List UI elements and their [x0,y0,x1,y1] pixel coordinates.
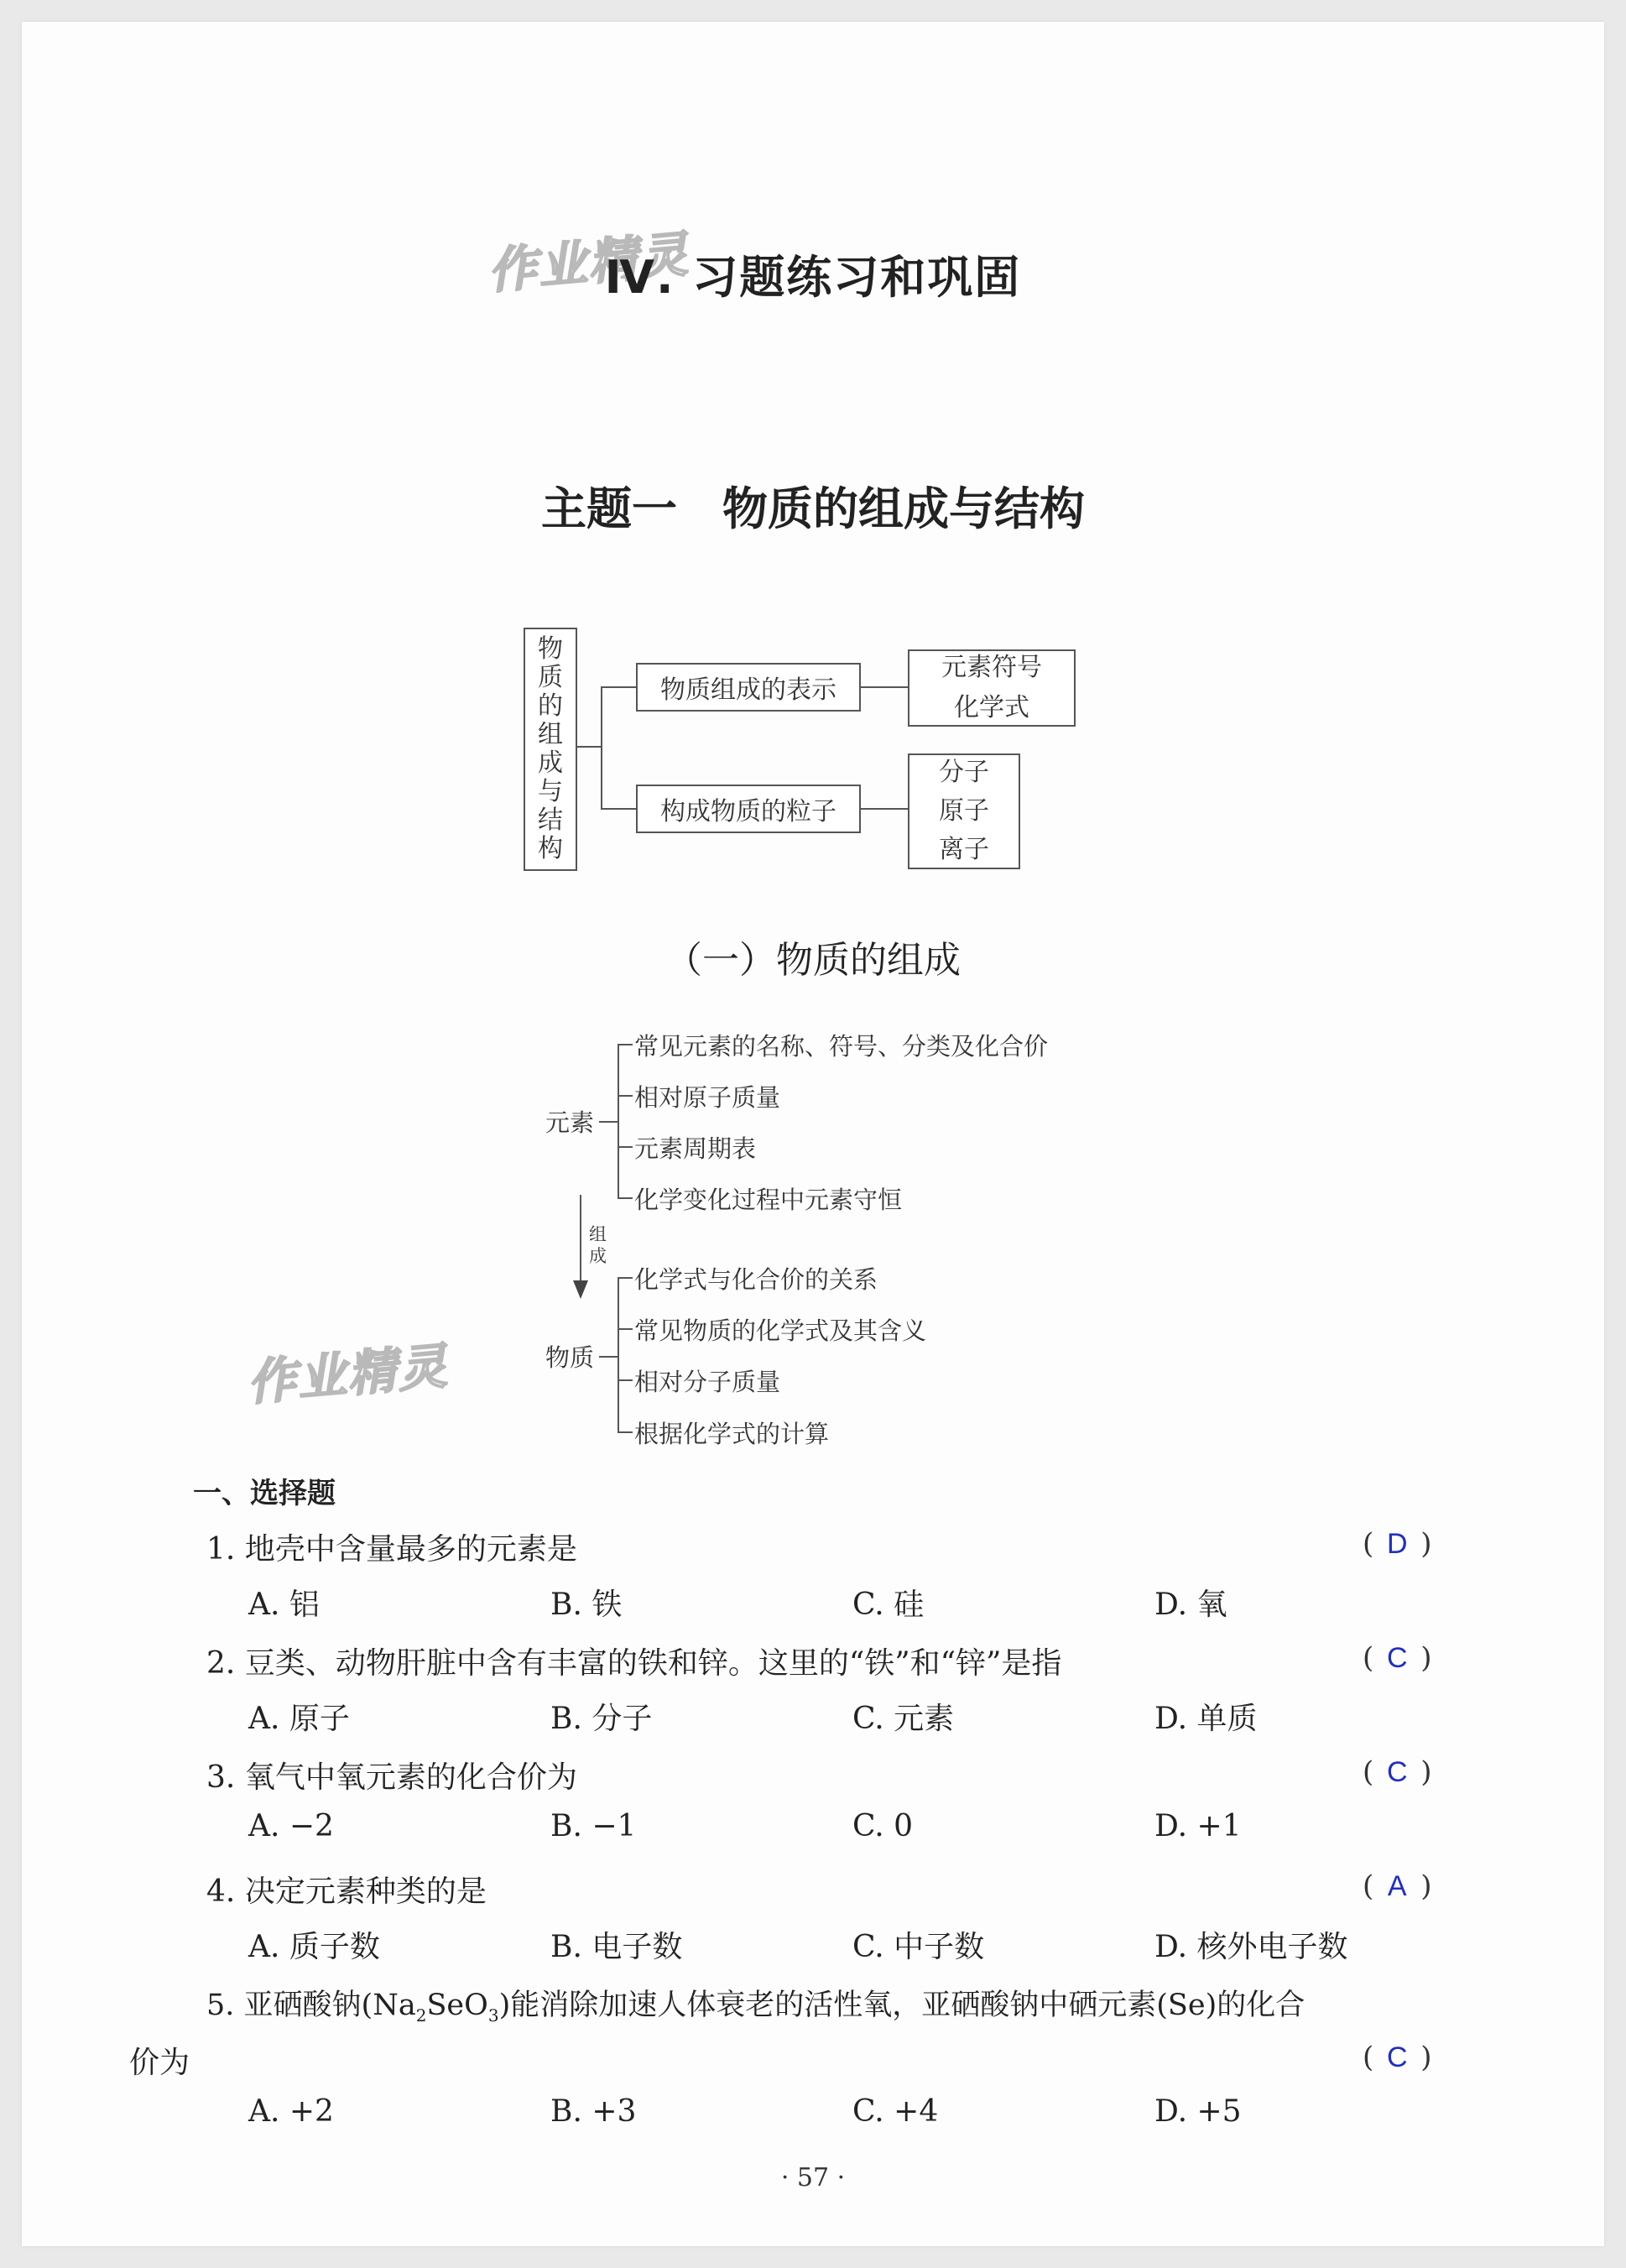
arrow-label: 组成 [589,1224,607,1266]
connector [599,1121,618,1123]
connector [618,1277,619,1432]
root-char: 质 [538,663,563,692]
question-text [206,1640,1061,1682]
watermark-middle: 作业精灵 [244,1337,451,1412]
option: C. +4 [852,2094,939,2129]
question-body: 地壳中含量最多的元素是 [244,1532,577,1567]
root-char: 物 [538,634,563,664]
connector [618,1431,633,1433]
question-body: 决定元素种类的是 [244,1874,487,1909]
element-label: 元素 [545,1108,595,1137]
option: A. +2 [248,2094,334,2129]
arrow-down-icon [573,1280,588,1299]
connector [618,1095,633,1097]
branch2-box: 构成物质的粒子 [636,785,861,833]
subsection-title: （一）物质的组成 [665,939,961,982]
option: D. +1 [1154,1809,1242,1843]
part-title: Ⅳ. 习题练习和巩固 [604,251,1022,304]
option: A. 原子 [248,1702,350,1736]
question-body: 亚硒酸钠$(Na_2SeO_3)$能消除加速人体衰老的活性氧，亚硒酸钠中硒元素(Se)的化合 [243,1989,1305,2026]
branch1-items-box [908,649,1076,727]
branch2-items-box [908,753,1020,869]
page-number: · 57 · [780,2163,846,2192]
question-number: 4. [206,1874,236,1909]
substance-item: 常见物质的化学式及其含义 [634,1316,927,1345]
option: C. 硅 [852,1588,925,1622]
concept-root-box [524,628,577,871]
connector [618,1328,633,1330]
option: D. +5 [1154,2094,1242,2129]
answer-bracket: ( C ) [1363,1755,1432,1789]
option: C. 0 [852,1809,914,1843]
substance-item: 相对分子质量 [634,1368,781,1396]
composition-arrow [580,1195,581,1287]
connector [601,686,602,808]
substance-label: 物质 [545,1343,595,1372]
branch2-item: 原子 [939,796,989,826]
question-text [206,1868,487,1911]
option: D. 氧 [1154,1588,1227,1622]
option: C. 中子数 [852,1930,985,1964]
answer-value: C [1386,1642,1408,1674]
root-char: 构 [538,834,563,863]
page [22,22,1604,2246]
answer-value: A [1387,1870,1407,1902]
option: A. −2 [248,1809,334,1843]
element-item: 常见元素的名称、符号、分类及化合价 [634,1032,1049,1061]
root-char: 与 [538,777,563,806]
connector [618,1379,633,1381]
substance-item: 化学式与化合价的关系 [634,1265,878,1294]
branch2-item: 离子 [939,835,989,864]
option: B. +3 [550,2094,637,2129]
element-item: 元素周期表 [634,1134,757,1163]
element-item: 化学变化过程中元素守恒 [634,1186,903,1214]
connector [618,1197,633,1199]
answer-value: C [1386,1756,1408,1788]
topic-title: 主题一 物质的组成与结构 [541,482,1085,535]
connector [618,1044,619,1198]
option: D. 单质 [1154,1702,1258,1736]
option: B. 铁 [550,1588,623,1622]
substance-item: 根据化学式的计算 [634,1420,830,1448]
answer-bracket: ( A ) [1363,1869,1432,1903]
connector [618,1146,633,1148]
element-item: 相对原子质量 [634,1083,781,1112]
option: C. 元素 [852,1702,955,1736]
connector [861,808,908,810]
question-number: 3. [206,1760,236,1795]
option: B. 分子 [550,1702,653,1736]
question-body: 豆类、动物肝脏中含有丰富的铁和锌。这里的“铁”和“锌”是指 [244,1646,1062,1681]
branch2-item: 分子 [939,758,989,787]
question-number: 2. [206,1646,236,1681]
branch1-item: 化学式 [954,693,1029,722]
connector [601,808,636,810]
question-body: 氧气中氧元素的化合价为 [244,1760,577,1795]
answer-bracket: ( D ) [1363,1527,1432,1561]
answer-bracket: ( C ) [1363,1641,1432,1675]
option: B. 电子数 [550,1930,683,1964]
answer-bracket: ( C ) [1363,2041,1432,2074]
question-text-continued: 价为 [129,2046,190,2080]
watermark-top: 作业精灵 [485,225,691,300]
connector [599,1356,618,1358]
connector [861,686,908,688]
root-char: 成 [538,748,563,778]
option: A. 铝 [248,1588,320,1622]
question-text [206,1525,577,1568]
connector [577,746,601,748]
question-number: 5. [206,1989,235,2022]
section-heading: 一、选择题 [193,1477,336,1510]
option: A. 质子数 [248,1930,380,1964]
connector [618,1044,633,1045]
branch1-box: 物质组成的表示 [636,663,861,712]
option: B. −1 [550,1809,637,1843]
root-char: 结 [538,806,563,835]
root-char: 的 [538,691,563,721]
branch1-item: 元素符号 [941,653,1042,682]
question-text [206,1982,1305,2026]
root-char: 组 [538,720,563,749]
option: D. 核外电子数 [1154,1930,1348,1964]
answer-value: D [1386,1528,1408,1560]
question-number: 1. [206,1532,236,1567]
connector [601,686,636,688]
connector [618,1277,633,1279]
question-text [206,1754,577,1796]
answer-value: C [1386,2041,1408,2073]
